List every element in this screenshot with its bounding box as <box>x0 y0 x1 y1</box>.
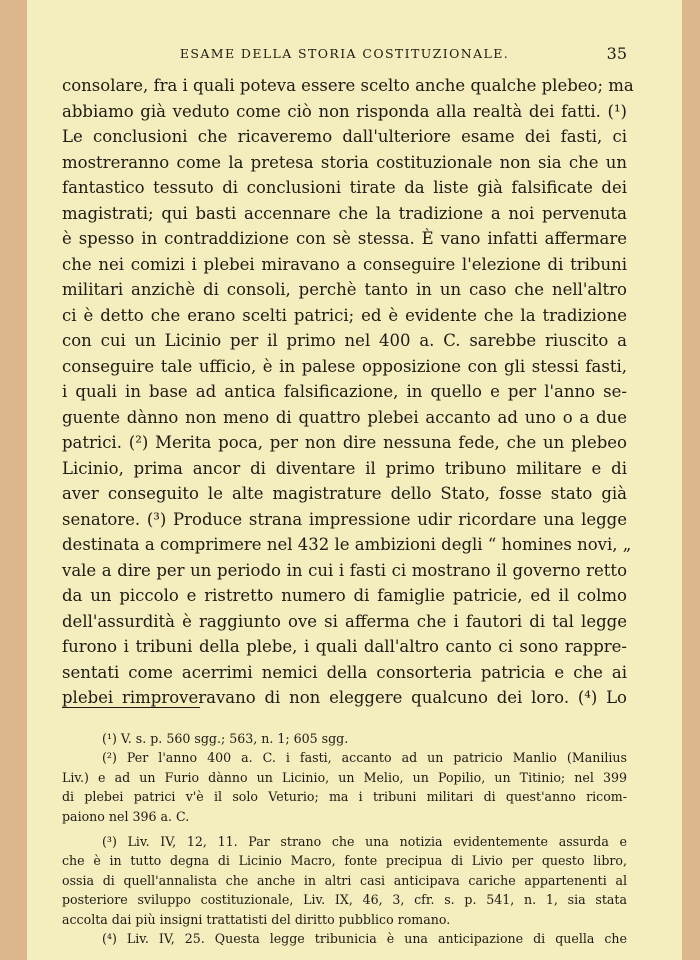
text-line: aver conseguito le alte magistrature dello Stato, fosse stato già <box>62 484 627 503</box>
footnote-separator <box>62 707 200 708</box>
page-number: 35 <box>606 44 627 63</box>
text-line: senatore. (³) Produce strana impressione udir ricordare una legge <box>62 509 627 529</box>
text-line: mostreranno come la pretesa storia costituzionale non sia che un <box>62 152 627 172</box>
text-line: Licinio, prima ancor di diventare il primo tribuno militare e di <box>62 458 627 478</box>
footnote-line: (¹) V. s. p. 560 sgg.; 563, n. 1; 605 sgg. <box>102 731 349 746</box>
text-line: fantastico tessuto di conclusioni tirate da liste già falsificate dei <box>62 178 627 197</box>
text-line: dell'assurdità è raggiunto ove si afferma che i fautori di tal legge <box>62 611 627 631</box>
text-line: militari anzichè di consoli, perchè tanto in un caso che nell'altro <box>62 280 627 299</box>
book-page <box>27 0 682 960</box>
text-line: sentati come acerrimi nemici della consorteria patricia e che ai <box>62 662 627 682</box>
footnote-line: (³) Liv. IV, 12, 11. Par strano che una notizia evidentemente assurda e <box>102 833 627 849</box>
text-line: plebei rimproveravano di non eleggere qualcuno dei loro. (⁴) Lo <box>62 688 627 707</box>
text-line: è spesso in contraddizione con sè stessa. È vano infatti affermare <box>62 229 627 248</box>
text-line: guente dànno non meno di quattro plebei accanto ad uno o a due <box>62 407 627 427</box>
text-line: Le conclusioni che ricaveremo dall'ulteriore esame dei fasti, ci <box>62 127 627 146</box>
page-header <box>62 44 627 64</box>
text-line: patrici. (²) Merita poca, per non dire nessuna fede, che un plebeo <box>62 433 627 452</box>
footnote-line: ossia di quell'annalista che anche in altri casi anticipava cariche appartenenti al <box>62 872 627 888</box>
footnote-1 <box>62 729 627 748</box>
text-line: i quali in base ad antica falsificazione, in quello e per l'anno se- <box>62 382 627 401</box>
text-line: che nei comizi i plebei miravano a conseguire l'elezione di tribuni <box>62 254 627 274</box>
text-line: destinata a comprimere nel 432 le ambizioni degli “ homines novi, „ <box>62 535 632 554</box>
text-line: abbiamo già veduto come ciò non risponda alla realtà dei fatti. (¹) <box>62 101 627 121</box>
footnote-line: (⁴) Liv. IV, 25. Questa legge tribunicia è una anticipazione di quella che <box>102 930 627 946</box>
footnote-line: accolta dai più insigni trattatisti del diritto pubblico romano. <box>62 911 451 927</box>
footnote-line: paiono nel 396 a. C. <box>62 808 190 824</box>
body-text <box>62 73 634 711</box>
footnote-line: (²) Per l'anno 400 a. C. i fasti, accanto ad un patricio Manlio (Manilius <box>102 750 627 766</box>
footnote-3 <box>62 832 627 929</box>
footnote-2 <box>62 748 627 826</box>
text-line: magistrati; qui basti accennare che la tradizione a noi pervenuta <box>62 203 627 223</box>
footnote-line: Liv.) e ad un Furio dànno un Licinio, un Melio, un Popilio, un Titinio; nel 399 <box>62 769 627 785</box>
running-title: ESAME DELLA STORIA COSTITUZIONALE. <box>179 46 510 61</box>
footnote-line: posteriore sviluppo costituzionale, Liv. IX, 46, 3, cfr. s. p. 541, n. 1, sia stata <box>62 892 627 908</box>
text-line: con cui un Licinio per il primo nel 400 a. C. sarebbe riuscito a <box>62 331 627 350</box>
footnote-line: che è in tutto degna di Licinio Macro, fonte precipua di Livio per questo libro, <box>62 853 627 869</box>
footnotes <box>62 729 627 948</box>
footnote-line: di plebei patrici v'è il solo Veturio; ma i tribuni militari di quest'anno ricom- <box>62 789 627 805</box>
footnote-4 <box>62 929 627 948</box>
text-line: vale a dire per un periodo in cui i fasti ci mostrano il governo retto <box>62 560 627 580</box>
text-line: consolare, fra i quali poteva essere scelto anche qualche plebeo; ma <box>62 76 634 95</box>
text-line: furono i tribuni della plebe, i quali dall'altro canto ci sono rappre- <box>62 637 627 656</box>
text-line: ci è detto che erano scelti patrici; ed è evidente che la tradizione <box>62 305 627 325</box>
text-line: conseguire tale ufficio, è in palese opposizione con gli stessi fasti, <box>62 356 627 376</box>
text-line: da un piccolo e ristretto numero di famiglie patricie, ed il colmo <box>62 586 627 605</box>
